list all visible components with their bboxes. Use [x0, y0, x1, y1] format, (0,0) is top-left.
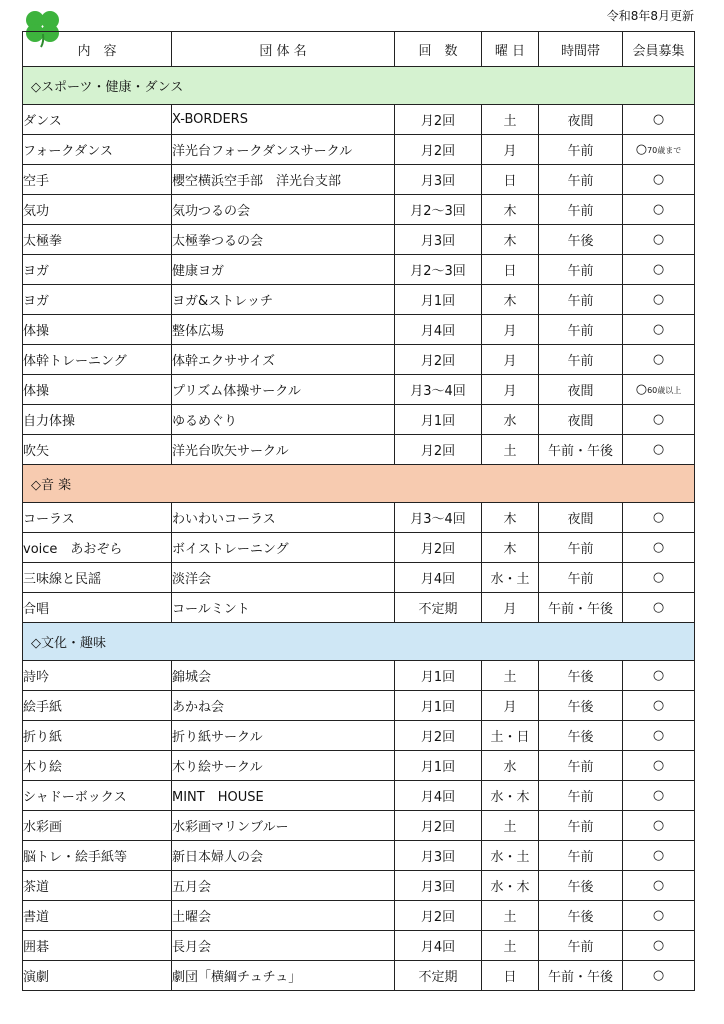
time-cell: 夜間 [539, 105, 623, 135]
content-cell: 合唱 [23, 593, 172, 623]
content-cell: 絵手紙 [23, 691, 172, 721]
group-name-cell: プリズム体操サークル [172, 375, 395, 405]
table-row [23, 435, 695, 465]
age-condition-note: 60歳以上 [647, 386, 682, 395]
table-row [23, 195, 695, 225]
content-cell: フォークダンス [23, 135, 172, 165]
time-cell: 午前 [539, 563, 623, 593]
time-cell: 午後 [539, 225, 623, 255]
frequency-cell: 月4回 [395, 315, 482, 345]
group-name-cell: 長月会 [172, 931, 395, 961]
weekday-cell: 日 [482, 961, 539, 991]
recruiting-cell [623, 135, 695, 165]
table-body [23, 67, 695, 991]
content-cell: 三味線と民謡 [23, 563, 172, 593]
weekday-cell: 水・土 [482, 563, 539, 593]
group-name-cell: 淡洋会 [172, 563, 395, 593]
group-name-cell: MINT HOUSE [172, 781, 395, 811]
weekday-cell: 土 [482, 661, 539, 691]
recruiting-cell: ○ [623, 105, 695, 135]
time-cell: 午前 [539, 165, 623, 195]
header-weekday: 曜 日 [482, 32, 539, 67]
frequency-cell: 月1回 [395, 285, 482, 315]
table-row [23, 751, 695, 781]
group-name-cell: あかね会 [172, 691, 395, 721]
content-cell: 体幹トレーニング [23, 345, 172, 375]
table-row [23, 691, 695, 721]
recruiting-cell: ○ [623, 661, 695, 691]
content-cell: 吹矢 [23, 435, 172, 465]
weekday-cell: 木 [482, 533, 539, 563]
weekday-cell: 土 [482, 105, 539, 135]
frequency-cell: 月4回 [395, 563, 482, 593]
frequency-cell: 月3回 [395, 871, 482, 901]
age-condition-note: 70歳まで [647, 146, 682, 155]
weekday-cell: 日 [482, 165, 539, 195]
content-cell: 水彩画 [23, 811, 172, 841]
recruiting-cell: ○ [623, 691, 695, 721]
recruiting-cell: ○ [623, 195, 695, 225]
frequency-cell: 月2回 [395, 901, 482, 931]
recruiting-cell: ○ [623, 901, 695, 931]
section-header-row [23, 67, 695, 105]
time-cell: 午前 [539, 533, 623, 563]
table-row [23, 503, 695, 533]
group-name-cell: 木り絵サークル [172, 751, 395, 781]
group-name-cell: 太極拳つるの会 [172, 225, 395, 255]
section-header-row [23, 465, 695, 503]
recruiting-cell: ○ [623, 593, 695, 623]
table-row [23, 533, 695, 563]
time-cell: 午前 [539, 931, 623, 961]
group-name-cell: 整体広場 [172, 315, 395, 345]
table-row [23, 901, 695, 931]
weekday-cell: 水・木 [482, 871, 539, 901]
frequency-cell: 月2～3回 [395, 195, 482, 225]
table-row [23, 315, 695, 345]
content-cell: 太極拳 [23, 225, 172, 255]
time-cell: 午後 [539, 661, 623, 691]
content-cell: 気功 [23, 195, 172, 225]
time-cell: 午後 [539, 721, 623, 751]
frequency-cell: 月1回 [395, 661, 482, 691]
weekday-cell: 月 [482, 593, 539, 623]
weekday-cell: 木 [482, 195, 539, 225]
time-cell: 午前 [539, 751, 623, 781]
frequency-cell: 月4回 [395, 931, 482, 961]
table-row [23, 931, 695, 961]
table-row [23, 593, 695, 623]
time-cell: 午前・午後 [539, 435, 623, 465]
weekday-cell: 水・木 [482, 781, 539, 811]
group-name-cell: 折り紙サークル [172, 721, 395, 751]
header-frequency: 回 数 [395, 32, 482, 67]
recruiting-cell: ○ [623, 533, 695, 563]
frequency-cell: 月2回 [395, 435, 482, 465]
time-cell: 午後 [539, 691, 623, 721]
group-name-cell: 土曜会 [172, 901, 395, 931]
group-name-cell: ヨガ&ストレッチ [172, 285, 395, 315]
time-cell: 午前 [539, 135, 623, 165]
table-row [23, 135, 695, 165]
table-row [23, 105, 695, 135]
section-title: ◇文化・趣味 [23, 623, 695, 661]
section-title: ◇スポーツ・健康・ダンス [23, 67, 695, 105]
table-row [23, 721, 695, 751]
table-row [23, 345, 695, 375]
group-name-cell: 五月会 [172, 871, 395, 901]
group-name-cell: 櫻空横浜空手部 洋光台支部 [172, 165, 395, 195]
content-cell: 折り紙 [23, 721, 172, 751]
table-row [23, 961, 695, 991]
time-cell: 午前 [539, 315, 623, 345]
group-name-cell: 洋光台吹矢サークル [172, 435, 395, 465]
content-cell: 囲碁 [23, 931, 172, 961]
recruiting-mark: ○ [635, 142, 648, 157]
weekday-cell: 月 [482, 315, 539, 345]
time-cell: 午前・午後 [539, 961, 623, 991]
weekday-cell: 月 [482, 375, 539, 405]
header-content: 内 容 [23, 32, 172, 67]
weekday-cell: 月 [482, 345, 539, 375]
time-cell: 夜間 [539, 405, 623, 435]
frequency-cell: 月1回 [395, 691, 482, 721]
content-cell: 詩吟 [23, 661, 172, 691]
table-row [23, 285, 695, 315]
frequency-cell: 月4回 [395, 781, 482, 811]
content-cell: 茶道 [23, 871, 172, 901]
weekday-cell: 土 [482, 811, 539, 841]
group-name-cell: コールミント [172, 593, 395, 623]
table-row [23, 871, 695, 901]
updated-date: 令和8年8月更新 [606, 9, 694, 23]
weekday-cell: 水 [482, 751, 539, 781]
content-cell: 書道 [23, 901, 172, 931]
table-row [23, 165, 695, 195]
frequency-cell: 月2回 [395, 811, 482, 841]
weekday-cell: 月 [482, 691, 539, 721]
time-cell: 午後 [539, 871, 623, 901]
frequency-cell: 月2回 [395, 345, 482, 375]
group-name-cell: 健康ヨガ [172, 255, 395, 285]
group-name-cell: X-BORDERS [172, 105, 395, 135]
frequency-cell: 月2～3回 [395, 255, 482, 285]
recruiting-cell: ○ [623, 285, 695, 315]
header-recruiting: 会員募集 [623, 32, 695, 67]
table-row [23, 841, 695, 871]
weekday-cell: 土 [482, 901, 539, 931]
content-cell: コーラス [23, 503, 172, 533]
recruiting-cell: ○ [623, 841, 695, 871]
weekday-cell: 月 [482, 135, 539, 165]
content-cell: シャドーボックス [23, 781, 172, 811]
table-row [23, 375, 695, 405]
weekday-cell: 土 [482, 931, 539, 961]
time-cell: 夜間 [539, 503, 623, 533]
frequency-cell: 月3回 [395, 165, 482, 195]
table-row [23, 405, 695, 435]
frequency-cell: 不定期 [395, 961, 482, 991]
content-cell: 木り絵 [23, 751, 172, 781]
group-name-cell: 水彩画マリンブルー [172, 811, 395, 841]
recruiting-cell: ○ [623, 225, 695, 255]
time-cell: 夜間 [539, 375, 623, 405]
frequency-cell: 月1回 [395, 405, 482, 435]
content-cell: 自力体操 [23, 405, 172, 435]
table-row [23, 563, 695, 593]
time-cell: 午後 [539, 901, 623, 931]
frequency-cell: 月1回 [395, 751, 482, 781]
content-cell: ヨガ [23, 255, 172, 285]
frequency-cell: 月2回 [395, 105, 482, 135]
header-group-name: 団 体 名 [172, 32, 395, 67]
weekday-cell: 土・日 [482, 721, 539, 751]
recruiting-cell: ○ [623, 751, 695, 781]
frequency-cell: 不定期 [395, 593, 482, 623]
recruiting-cell: ○ [623, 931, 695, 961]
header-time: 時間帯 [539, 32, 623, 67]
section-title: ◇音 楽 [23, 465, 695, 503]
recruiting-cell: ○ [623, 503, 695, 533]
group-name-cell: 洋光台フォークダンスサークル [172, 135, 395, 165]
recruiting-cell: ○ [623, 721, 695, 751]
frequency-cell: 月2回 [395, 721, 482, 751]
recruiting-cell: ○ [623, 315, 695, 345]
table-row [23, 255, 695, 285]
weekday-cell: 木 [482, 225, 539, 255]
group-name-cell: ゆるめぐり [172, 405, 395, 435]
table-row [23, 225, 695, 255]
recruiting-cell: ○ [623, 345, 695, 375]
weekday-cell: 木 [482, 503, 539, 533]
time-cell: 午前 [539, 841, 623, 871]
time-cell: 午前 [539, 195, 623, 225]
group-name-cell: わいわいコーラス [172, 503, 395, 533]
group-name-cell: 気功つるの会 [172, 195, 395, 225]
table-row [23, 781, 695, 811]
content-cell: ダンス [23, 105, 172, 135]
section-header-row [23, 623, 695, 661]
recruiting-cell [623, 375, 695, 405]
table-row [23, 811, 695, 841]
content-cell: 空手 [23, 165, 172, 195]
frequency-cell: 月3～4回 [395, 375, 482, 405]
club-schedule-table [22, 31, 695, 991]
weekday-cell: 日 [482, 255, 539, 285]
frequency-cell: 月3回 [395, 225, 482, 255]
time-cell: 午前 [539, 781, 623, 811]
group-name-cell: 体幹エクササイズ [172, 345, 395, 375]
recruiting-mark: ○ [635, 382, 648, 397]
frequency-cell: 月3回 [395, 841, 482, 871]
time-cell: 午前 [539, 345, 623, 375]
header-row [23, 32, 695, 67]
recruiting-cell: ○ [623, 961, 695, 991]
content-cell: voice あおぞら [23, 533, 172, 563]
group-name-cell: 錦城会 [172, 661, 395, 691]
time-cell: 午前 [539, 285, 623, 315]
recruiting-cell: ○ [623, 811, 695, 841]
frequency-cell: 月3～4回 [395, 503, 482, 533]
weekday-cell: 水 [482, 405, 539, 435]
content-cell: 体操 [23, 315, 172, 345]
content-cell: 演劇 [23, 961, 172, 991]
recruiting-cell: ○ [623, 871, 695, 901]
recruiting-cell: ○ [623, 165, 695, 195]
weekday-cell: 木 [482, 285, 539, 315]
recruiting-cell: ○ [623, 255, 695, 285]
content-cell: 脳トレ・絵手紙等 [23, 841, 172, 871]
recruiting-cell: ○ [623, 405, 695, 435]
group-name-cell: ボイストレーニング [172, 533, 395, 563]
time-cell: 午前・午後 [539, 593, 623, 623]
frequency-cell: 月2回 [395, 533, 482, 563]
weekday-cell: 土 [482, 435, 539, 465]
weekday-cell: 水・土 [482, 841, 539, 871]
group-name-cell: 新日本婦人の会 [172, 841, 395, 871]
recruiting-cell: ○ [623, 563, 695, 593]
recruiting-cell: ○ [623, 435, 695, 465]
content-cell: ヨガ [23, 285, 172, 315]
time-cell: 午前 [539, 811, 623, 841]
content-cell: 体操 [23, 375, 172, 405]
frequency-cell: 月2回 [395, 135, 482, 165]
group-name-cell: 劇団「横綱チュチュ」 [172, 961, 395, 991]
table-row [23, 661, 695, 691]
time-cell: 午前 [539, 255, 623, 285]
recruiting-cell: ○ [623, 781, 695, 811]
